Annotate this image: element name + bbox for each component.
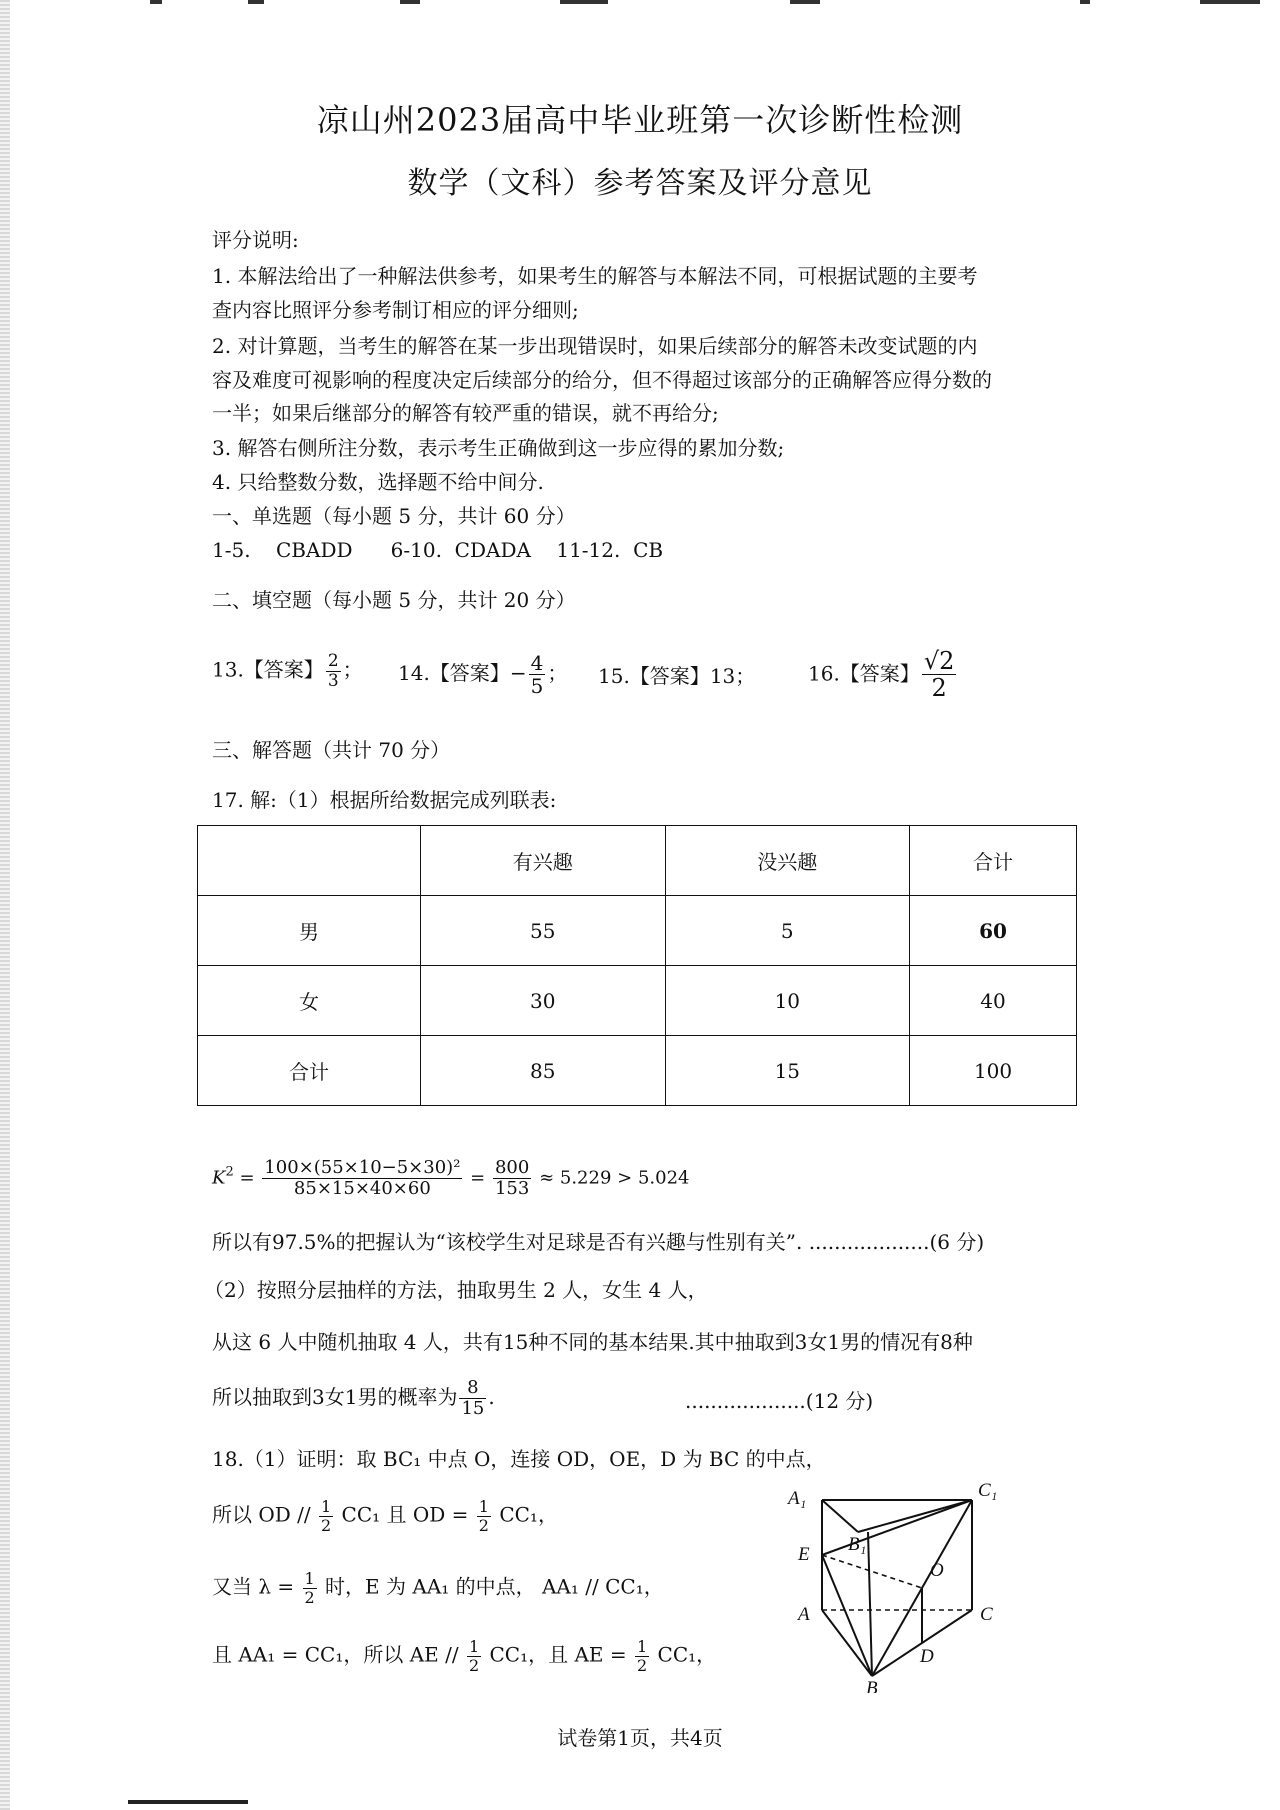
k2-fraction xyxy=(262,1158,462,1199)
label-d: D xyxy=(920,1646,934,1667)
table-cell: 合计 xyxy=(198,1036,421,1106)
k2-eq2: = xyxy=(470,1167,486,1189)
q16-den: 2 xyxy=(931,674,947,703)
q15-label: 15.【答案】 xyxy=(598,664,710,688)
q14-sign: − xyxy=(509,661,527,685)
half-den: 2 xyxy=(304,1587,315,1607)
table-row xyxy=(198,896,1077,966)
q14-tail: ； xyxy=(547,661,568,685)
grading-note-line: 容及难度可视影响的程度决定后续部分的给分，但不得超过该部分的正确解答应得分数的 xyxy=(212,368,992,392)
k2-den: 85×15×40×60 xyxy=(293,1177,431,1199)
q18-line1: 18.（1）证明：取 BC₁ 中点 O，连接 OD，OE，D 为 BC 的中点， xyxy=(212,1447,826,1471)
k2-eq: = xyxy=(239,1167,255,1189)
table-cell: 15 xyxy=(665,1036,910,1106)
table-cell: 40 xyxy=(910,966,1077,1036)
grading-note-line: 一半；如果后继部分的解答有较严重的错误，就不再给分; xyxy=(212,401,719,425)
q18-line2 xyxy=(212,1498,558,1534)
q17-part2-a: （2）按照分层抽样的方法，抽取男生 2 人，女生 4 人， xyxy=(204,1278,708,1302)
label-o: O xyxy=(930,1560,944,1581)
label-b1: B₁ xyxy=(848,1534,867,1555)
table-header-cell xyxy=(198,826,421,896)
page-subtitle: 数学（文科）参考答案及评分意见 xyxy=(407,166,873,201)
section3-heading: 三、解答题（共计 70 分） xyxy=(212,738,451,762)
q14-den: 5 xyxy=(530,674,544,698)
label-c: C xyxy=(980,1604,993,1625)
edge-a1b1 xyxy=(822,1500,858,1532)
scan-bottom-mark xyxy=(128,1800,248,1804)
contingency-table xyxy=(197,825,1077,1106)
q16-num: √2 xyxy=(923,647,955,675)
answer-q14 xyxy=(398,652,567,697)
q18-line2-post: CC₁， xyxy=(492,1502,558,1527)
table-cell: 男 xyxy=(198,896,421,966)
half-fraction xyxy=(467,1638,481,1674)
page-footer: 试卷第1页，共4页 xyxy=(557,1726,723,1750)
half-den: 2 xyxy=(468,1655,480,1675)
label-e: E xyxy=(798,1544,810,1565)
table-cell: 10 xyxy=(665,966,910,1036)
q17-part2-b: 从这 6 人中随机抽取 4 人，共有15种不同的基本结果.其中抽取到3女1男的情况有8种 xyxy=(212,1330,973,1354)
grading-note-line: 4. 只给整数分数，选择题不给中间分. xyxy=(212,470,544,494)
edge-ab xyxy=(822,1610,872,1676)
segment-eb xyxy=(822,1555,872,1676)
answer-q15 xyxy=(598,664,755,688)
q13-den: 3 xyxy=(327,670,339,691)
table-cell: 60 xyxy=(910,896,1077,966)
q13-fraction xyxy=(326,652,341,690)
table-header-cell: 没兴趣 xyxy=(665,826,910,896)
q18-line4-mid: CC₁，且 AE = xyxy=(483,1642,633,1667)
q17-prob-text: 所以抽取到3女1男的概率为 xyxy=(212,1384,458,1409)
q13-num: 2 xyxy=(327,651,339,671)
q18-line3 xyxy=(212,1570,664,1606)
half-fraction xyxy=(303,1570,317,1606)
q18-line4-pre: 且 AA₁ = CC₁，所以 AE // xyxy=(212,1642,465,1667)
q17-prob-num: 8 xyxy=(459,1378,486,1399)
q13-label: 13.【答案】 xyxy=(212,657,324,682)
table-cell: 85 xyxy=(421,1036,666,1106)
scan-edge xyxy=(0,0,10,1810)
q14-num: 4 xyxy=(530,651,544,675)
half-num: 1 xyxy=(478,1497,489,1516)
half-fraction xyxy=(319,1498,333,1534)
table-row xyxy=(198,966,1077,1036)
half-num: 1 xyxy=(320,1497,332,1516)
q17-prob-den: 15 xyxy=(461,1397,485,1419)
k2-formula xyxy=(212,1158,689,1199)
half-num: 1 xyxy=(304,1569,315,1588)
prism-figure xyxy=(780,1478,1020,1693)
k2-den2: 153 xyxy=(494,1177,530,1199)
half-den: 2 xyxy=(320,1515,332,1535)
scan-top-marks xyxy=(0,0,1280,6)
q18-line4 xyxy=(212,1638,716,1674)
answer-q13 xyxy=(212,652,363,690)
q17-prob-fraction xyxy=(459,1378,486,1419)
page-title: 凉山州2023届高中毕业班第一次诊断性检测 xyxy=(316,101,964,139)
q16-label: 16.【答案】 xyxy=(808,661,920,686)
k2-sup: 2 xyxy=(225,1164,234,1180)
half-den: 2 xyxy=(478,1515,489,1535)
label-b: B xyxy=(866,1678,878,1693)
q13-tail: ； xyxy=(342,657,363,682)
table-cell: 100 xyxy=(910,1036,1077,1106)
section1-answers: 1-5. CBADD 6-10. CDADA 11-12. CB xyxy=(212,538,664,562)
label-a1: A₁ xyxy=(788,1488,807,1509)
half-num: 1 xyxy=(637,1637,648,1656)
table-header-row xyxy=(198,826,1077,896)
q18-line3-pre: 又当 λ = xyxy=(212,1574,301,1599)
q17-conclusion: 所以有97.5%的把握认为“该校学生对足球是否有兴趣与性别有关”. ...................(6 分) xyxy=(212,1230,985,1254)
k2-fraction2 xyxy=(493,1158,531,1199)
half-fraction xyxy=(635,1638,649,1674)
q17-intro: 17. 解:（1）根据所给数据完成列联表: xyxy=(212,788,557,812)
table-cell: 30 xyxy=(421,966,666,1036)
table-cell: 女 xyxy=(198,966,421,1036)
k2-tail: ≈ 5.229 > 5.024 xyxy=(539,1167,690,1189)
table-header-cell: 合计 xyxy=(910,826,1077,896)
k2-num: 100×(55×10−5×30)² xyxy=(264,1157,461,1178)
section1-heading: 一、单选题（每小题 5 分，共计 60 分） xyxy=(212,504,576,528)
table-cell: 5 xyxy=(665,896,910,966)
answer-q16 xyxy=(808,648,958,702)
half-fraction xyxy=(477,1498,491,1534)
q17-part2-score: ...................(12 分) xyxy=(685,1389,874,1413)
q18-line2-pre: 所以 OD // xyxy=(212,1502,317,1527)
segment-ec1 xyxy=(822,1500,972,1555)
q18-line4-post: CC₁， xyxy=(651,1642,717,1667)
table-header-cell: 有兴趣 xyxy=(421,826,666,896)
q17-prob-dot: . xyxy=(488,1384,495,1409)
table-row xyxy=(198,1036,1077,1106)
hidden-segment-eo xyxy=(822,1555,922,1588)
label-c1: C₁ xyxy=(978,1480,998,1501)
q18-line2-mid: CC₁ 且 OD = xyxy=(335,1502,475,1527)
q18-line3-post: 时，E 为 AA₁ 的中点， AA₁ // CC₁， xyxy=(318,1574,664,1599)
section2-heading: 二、填空题（每小题 5 分，共计 20 分） xyxy=(212,588,576,612)
grading-notes-heading: 评分说明: xyxy=(212,228,299,252)
grading-note-line: 查内容比照评分参考制订相应的评分细则; xyxy=(212,298,579,322)
half-num: 1 xyxy=(468,1637,480,1656)
k2-symbol: K xyxy=(212,1167,226,1189)
half-den: 2 xyxy=(637,1655,648,1675)
edge-bb1 xyxy=(868,1532,872,1676)
grading-note-line: 3. 解答右侧所注分数，表示考生正确做到这一步应得的累加分数; xyxy=(212,436,785,460)
edge-b1c1 xyxy=(858,1500,972,1532)
grading-note-line: 2. 对计算题，当考生的解答在某一步出现错误时，如果后续部分的解答未改变试题的内 xyxy=(212,334,978,358)
q16-fraction xyxy=(922,648,957,702)
grading-note-line: 1. 本解法给出了一种解法供参考，如果考生的解答与本解法不同，可根据试题的主要考 xyxy=(212,264,978,288)
q14-label: 14.【答案】 xyxy=(398,661,510,685)
q14-fraction xyxy=(529,652,546,697)
q15-value: 13； xyxy=(709,664,756,688)
q17-part2-c xyxy=(212,1378,495,1419)
label-a: A xyxy=(798,1604,810,1625)
table-cell: 55 xyxy=(421,896,666,966)
k2-num2: 800 xyxy=(494,1157,530,1178)
